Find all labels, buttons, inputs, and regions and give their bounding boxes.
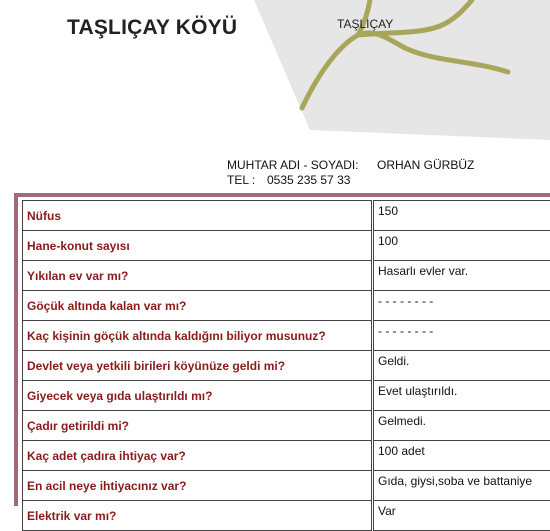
answer-cell: 150 xyxy=(373,201,550,231)
question-cell: Nüfus xyxy=(23,201,373,231)
village-map xyxy=(240,0,550,140)
answer-cell: Evet ulaştırıldı. xyxy=(373,381,550,411)
question-cell: Çadır getirildi mi? xyxy=(23,411,373,441)
question-cell: Devlet veya yetkili birileri köyünüze geldi mi? xyxy=(23,351,373,381)
table-row xyxy=(23,411,550,441)
table-row xyxy=(23,291,550,321)
table-row xyxy=(23,351,550,381)
table-row xyxy=(23,441,550,471)
answer-cell: Var xyxy=(373,501,550,531)
answer-cell: - - - - - - - - xyxy=(373,291,550,321)
question-cell: Giyecek veya gıda ulaştırıldı mı? xyxy=(23,381,373,411)
table-row xyxy=(23,471,550,501)
table-row xyxy=(23,321,550,351)
village-info-table xyxy=(22,200,550,531)
muhtar-value: ORHAN GÜRBÜZ xyxy=(377,158,474,172)
tel-value: 0535 235 57 33 xyxy=(267,173,350,187)
table-row xyxy=(23,231,550,261)
table-row xyxy=(23,261,550,291)
answer-cell: Geldi. xyxy=(373,351,550,381)
map-village-label: TAŞLIÇAY xyxy=(337,17,393,31)
table-row xyxy=(23,201,550,231)
table-row xyxy=(23,501,550,531)
table-row xyxy=(23,381,550,411)
answer-cell: Gelmedi. xyxy=(373,411,550,441)
answer-cell: Hasarlı evler var. xyxy=(373,261,550,291)
question-cell: En acil neye ihtiyacınız var? xyxy=(23,471,373,501)
answer-cell: 100 adet xyxy=(373,441,550,471)
page-title: TAŞLIÇAY KÖYÜ xyxy=(67,16,237,40)
tel-label: TEL : xyxy=(227,173,267,188)
contact-info xyxy=(227,158,474,188)
question-cell: Hane-konut sayısı xyxy=(23,231,373,261)
question-cell: Kaç kişinin göçük altında kaldığını biliyor musunuz? xyxy=(23,321,373,351)
muhtar-label: MUHTAR ADI - SOYADI: xyxy=(227,158,377,173)
answer-cell: 100 xyxy=(373,231,550,261)
answer-cell: Gıda, giysi,soba ve battaniye xyxy=(373,471,550,501)
question-cell: Yıkılan ev var mı? xyxy=(23,261,373,291)
question-cell: Göçük altında kalan var mı? xyxy=(23,291,373,321)
answer-cell: - - - - - - - - xyxy=(373,321,550,351)
question-cell: Elektrik var mı? xyxy=(23,501,373,531)
question-cell: Kaç adet çadıra ihtiyaç var? xyxy=(23,441,373,471)
